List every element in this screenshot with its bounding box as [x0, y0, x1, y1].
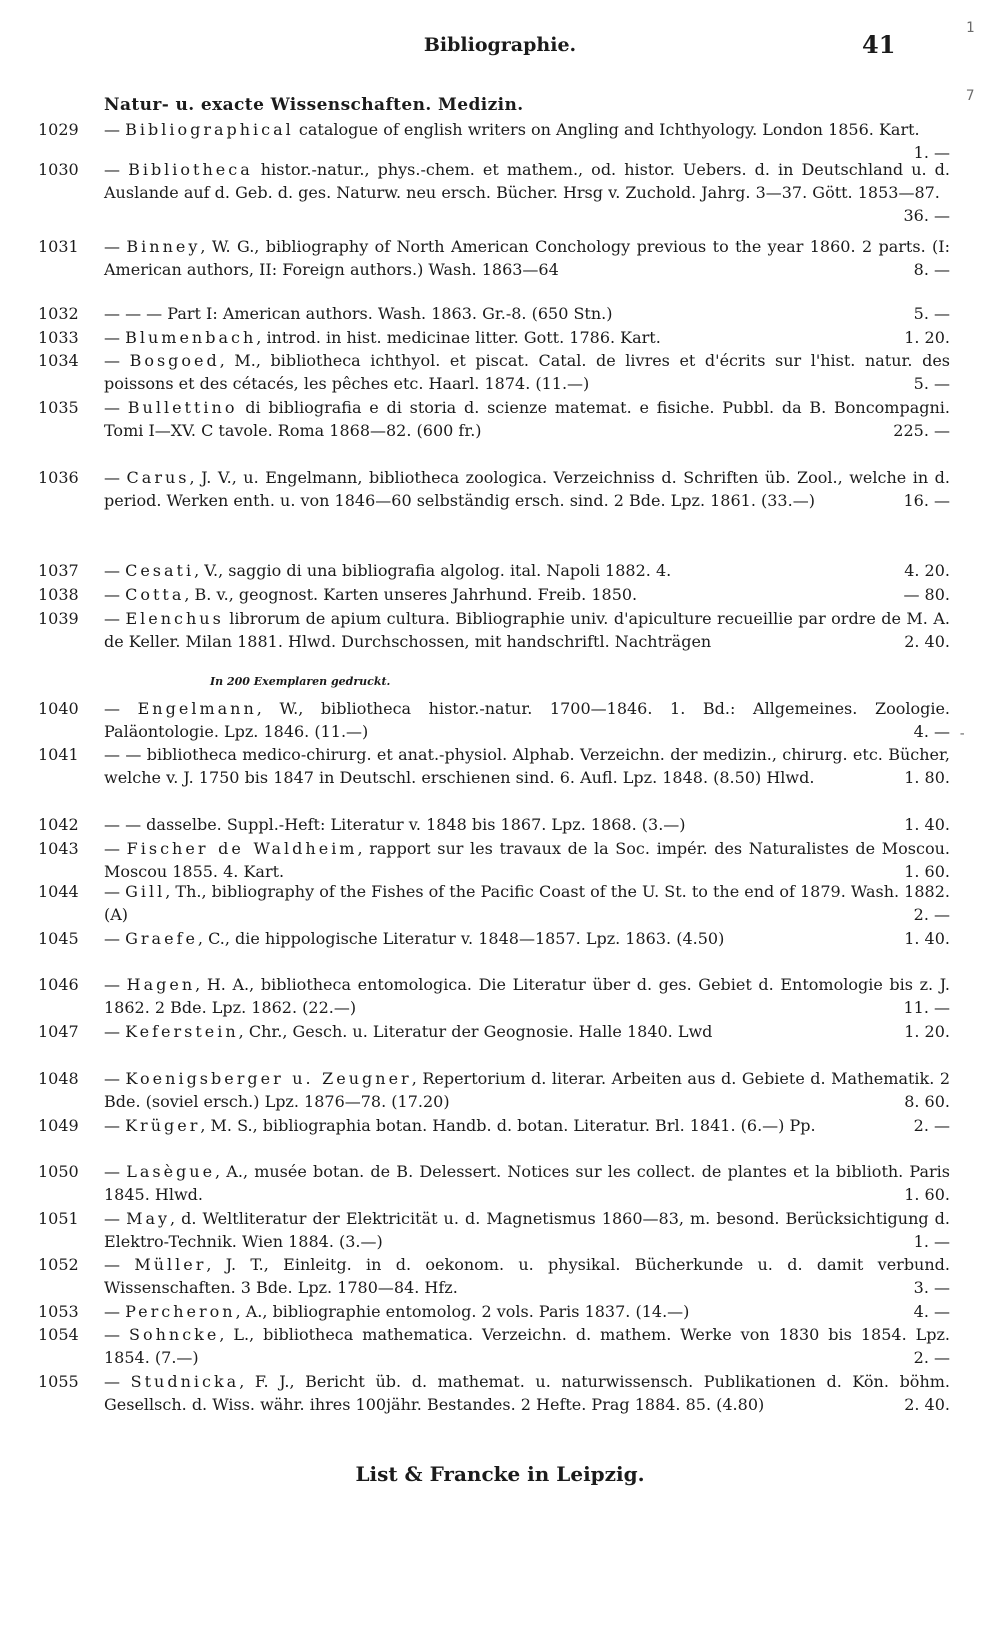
entry-text: [104, 813, 950, 836]
margin-mark: 7: [966, 88, 975, 104]
entry-price: 2. 40.: [904, 1395, 950, 1414]
entry-text: [104, 697, 950, 743]
entry-text: [104, 466, 950, 512]
entry-description: , F. J., Bericht üb. d. mathemat. u. naturwissensch. Publikationen d. Kön. böhm. Gesellsch. d. Wiss. währ. ihres 100jähr. Bestandes. 2 Hefte. Prag 1884. 85. (4.80): [104, 1372, 951, 1414]
entry-dash: — —: [104, 745, 147, 764]
entry-dash: —: [104, 237, 127, 256]
entry-dash: —: [104, 929, 126, 948]
entry-dash: —: [104, 561, 126, 580]
bibliography-entry: [38, 466, 958, 512]
print-run-note: In 200 Exemplaren gedruckt.: [210, 675, 391, 688]
entry-number: 1054: [38, 1325, 79, 1344]
entry-price: 8. —: [913, 260, 950, 279]
entry-number: 1040: [38, 699, 79, 718]
bibliography-entry: [38, 1207, 958, 1253]
bibliography-entry: [38, 1067, 958, 1113]
entry-author: Sohncke: [128, 1325, 220, 1344]
entry-text: [104, 973, 950, 1019]
entry-description: di bibliografia e di storia d. scienze matemat. e fisiche. Pubbl. da B. Boncompagni. Tomi I—XV. C tavole. Roma 1868—82. (600 fr.): [104, 398, 950, 440]
bibliography-entry: [38, 1370, 958, 1416]
entry-price: 4. —: [913, 722, 950, 741]
entry-price: 1. —: [913, 143, 950, 162]
entry-description: , M., bibliotheca ichthyol. et piscat. Catal. de livres et d'écrits sur l'hist. natur. des poissons et des cétacés, les pêches etc. Haarl. 1874. (11.—): [104, 351, 950, 393]
bibliography-entry: [38, 302, 958, 325]
entry-text: [104, 118, 950, 162]
entry-author: Engelmann: [137, 699, 257, 718]
entry-dash: —: [104, 351, 130, 370]
entry-number: 1046: [38, 975, 79, 994]
entry-author: Koenigsberger u. Zeugner: [125, 1069, 412, 1088]
entry-price: 1. 20.: [904, 328, 950, 347]
entry-price: 1. 40.: [904, 815, 950, 834]
entry-number: 1030: [38, 160, 79, 179]
entry-dash: —: [104, 585, 126, 604]
entry-dash: —: [104, 1325, 129, 1344]
bibliography-entry: [38, 743, 958, 789]
entry-description: histor.-natur., phys.-chem. et mathem., od. histor. Uebers. d. in Deutschland u. d. Auslande auf d. Geb. d. ges. Naturw. neu ersch. Bücher. Hrsg v. Zuchold. Jahrg. 3—37. Gött. 1853—87.: [104, 160, 950, 202]
entry-text: [104, 396, 950, 442]
entry-author: Gill: [125, 882, 166, 901]
entry-description: librorum de apium cultura. Bibliographie univ. d'apiculture recueillie par ordre de M. A. de Keller. Milan 1881. Hlwd. Durchschossen, mit handschriftl. Nachträgen: [104, 609, 950, 651]
entry-number: 1039: [38, 609, 79, 628]
entry-text: [104, 1160, 950, 1206]
entry-number: 1044: [38, 882, 79, 901]
entry-price: 2. —: [913, 1116, 950, 1135]
entry-description: , A., musée botan. de B. Delessert. Notices sur les collect. de plantes et la biblioth. Paris 1845. Hlwd.: [104, 1162, 950, 1204]
entry-number: 1033: [38, 328, 79, 347]
bibliography-entry: [38, 1253, 958, 1299]
publisher-footer: List & Francke in Leipzig.: [355, 1462, 645, 1486]
entry-price: 3. —: [913, 1278, 950, 1297]
entry-number: 1047: [38, 1022, 79, 1041]
entry-author: Graefe: [125, 929, 198, 948]
entry-number: 1048: [38, 1069, 79, 1088]
entry-author: Hagen: [126, 975, 196, 994]
entry-number: 1038: [38, 585, 79, 604]
entry-price: 1. 80.: [904, 768, 950, 787]
entry-price: 4. —: [913, 1302, 950, 1321]
entry-dash: —: [104, 839, 127, 858]
entry-dash: —: [104, 699, 138, 718]
entry-text: [104, 302, 950, 325]
bibliography-entry: [38, 813, 958, 836]
entry-text: [104, 880, 950, 926]
bibliography-entry: [38, 583, 958, 606]
bibliography-entry: [38, 158, 958, 227]
entry-author: Keferstein: [125, 1022, 239, 1041]
entry-dash: —: [104, 1372, 131, 1391]
margin-mark: -: [958, 726, 967, 742]
entry-author: Cesati: [125, 561, 195, 580]
entry-description: , W., bibliotheca histor.-natur. 1700—1846. 1. Bd.: Allgemeines. Zoologie. Paläontologie. Lpz. 1846. (11.—): [104, 699, 950, 741]
entry-text: [104, 1114, 950, 1137]
entry-dash: —: [104, 1022, 126, 1041]
entry-price: 2. —: [913, 905, 950, 924]
entry-text: [104, 1323, 950, 1369]
entry-price: 1. —: [913, 1232, 950, 1251]
bibliography-entry: [38, 1300, 958, 1323]
entry-dash: —: [104, 882, 126, 901]
entry-dash: —: [104, 1302, 126, 1321]
entry-price: — 80.: [903, 585, 950, 604]
bibliography-entry: [38, 349, 958, 395]
entry-author: Studnicka: [130, 1372, 240, 1391]
entry-description: , B. v., geognost. Karten unseres Jahrhund. Freib. 1850.: [184, 585, 638, 604]
entry-text: [104, 583, 950, 606]
bibliography-entry: [38, 1160, 958, 1206]
entry-text: [104, 158, 950, 225]
entry-price: 5. —: [913, 304, 950, 323]
entry-text: [104, 1020, 950, 1043]
entry-description: , L., bibliotheca mathematica. Verzeichn. d. mathem. Werke von 1830 bis 1854. Lpz. 1854. (7.—): [104, 1325, 951, 1367]
entry-number: 1053: [38, 1302, 79, 1321]
entry-number: 1041: [38, 745, 79, 764]
bibliography-entry: [38, 1114, 958, 1137]
entry-dash: — —: [104, 815, 147, 834]
entry-price: 16. —: [903, 491, 950, 510]
entry-description: , rapport sur les travaux de la Soc. impér. des Naturalistes de Moscou. Moscou 1855. 4. Kart.: [104, 839, 950, 881]
entry-description: , introd. in hist. medicinae litter. Gott. 1786. Kart.: [256, 328, 661, 347]
entry-price: 8. 60.: [904, 1092, 950, 1111]
entry-number: 1049: [38, 1116, 79, 1135]
bibliography-entry: [38, 326, 958, 349]
entry-number: 1035: [38, 398, 79, 417]
bibliography-entry: [38, 697, 958, 743]
entry-text: [104, 837, 950, 883]
entry-text: [104, 559, 950, 582]
entry-author: Fischer de Waldheim: [126, 839, 358, 858]
entry-dash: —: [104, 328, 126, 347]
entry-description: catalogue of english writers on Angling and Ichthyology. London 1856. Kart.: [293, 120, 920, 139]
entry-description: Part I: American authors. Wash. 1863. Gr.-8. (650 Stn.): [167, 304, 613, 323]
entry-text: [104, 349, 950, 395]
entry-description: , Repertorium d. literar. Arbeiten aus d. Gebiete d. Mathematik. 2 Bde. (soviel ersch.) Lpz. 1876—78. (17.20): [104, 1069, 951, 1111]
entry-description: bibliotheca medico-chirurg. et anat.-physiol. Alphab. Verzeichn. der medizin., chirurg. etc. Bücher, welche v. J. 1750 bis 1847 in Deutschl. erschienen sind. 6. Aufl. Lpz. 1848. (8.50) Hlwd.: [104, 745, 951, 787]
entry-dash: —: [104, 1116, 126, 1135]
entry-text: [104, 743, 950, 789]
entry-dash: —: [104, 1255, 135, 1274]
entry-price: 1. 40.: [904, 929, 950, 948]
page-number: 41: [862, 30, 896, 59]
running-header: Bibliographie.: [423, 34, 577, 56]
entry-price: 225. —: [893, 421, 950, 440]
entry-number: 1037: [38, 561, 79, 580]
entry-description: dasselbe. Suppl.-Heft: Literatur v. 1848 bis 1867. Lpz. 1868. (3.—): [146, 815, 686, 834]
margin-mark: 1: [966, 20, 975, 36]
entry-number: 1055: [38, 1372, 79, 1391]
entry-text: [104, 235, 950, 281]
entry-number: 1034: [38, 351, 79, 370]
entry-author: Lasègue: [126, 1162, 216, 1181]
entry-author: Bibliotheca: [128, 160, 253, 179]
entry-description: , A., bibliographie entomolog. 2 vols. Paris 1837. (14.—): [235, 1302, 690, 1321]
entry-number: 1042: [38, 815, 79, 834]
section-heading: Natur- u. exacte Wissenschaften. Medizin.: [104, 95, 524, 115]
entry-text: [104, 1300, 950, 1323]
entry-price: 1. 60.: [904, 862, 950, 881]
entry-price: 11. —: [903, 998, 950, 1017]
entry-text: [104, 927, 950, 950]
bibliography-entry: [38, 607, 958, 653]
entry-text: [104, 326, 950, 349]
entry-dash: —: [104, 609, 126, 628]
entry-description: , M. S., bibliographia botan. Handb. d. botan. Literatur. Brl. 1841. (6.—) Pp.: [200, 1116, 816, 1135]
entry-author: Blumenbach: [125, 328, 257, 347]
entry-dash: —: [104, 1069, 126, 1088]
entry-dash: —: [104, 1209, 127, 1228]
entry-description: , Th., bibliography of the Fishes of the Pacific Coast of the U. St. to the end of 1879. Wash. 1882. (A): [104, 882, 950, 924]
bibliography-entry: [38, 1323, 958, 1369]
entry-price: 2. 40.: [904, 632, 950, 651]
entry-author: Elenchus: [125, 609, 224, 628]
bibliography-entry: [38, 880, 958, 926]
entry-number: 1043: [38, 839, 79, 858]
bibliography-entry: [38, 235, 958, 281]
entry-author: Müller: [134, 1255, 207, 1274]
entry-number: 1050: [38, 1162, 79, 1181]
bibliography-entry: [38, 1020, 958, 1043]
entry-dash: —: [104, 120, 126, 139]
entry-price: 2. —: [913, 1348, 950, 1367]
bibliography-entry: [38, 837, 958, 883]
entry-description: , V., saggio di una bibliografia algolog. ital. Napoli 1882. 4.: [194, 561, 672, 580]
bibliography-entry: [38, 973, 958, 1019]
entry-dash: —: [104, 1162, 127, 1181]
entry-dash: — — —: [104, 304, 168, 323]
entry-description: , C., die hippologische Literatur v. 1848—1857. Lpz. 1863. (4.50): [197, 929, 725, 948]
entry-text: [104, 1207, 950, 1253]
entry-text: [104, 1067, 950, 1113]
entry-description: , J. V., u. Engelmann, bibliotheca zoologica. Verzeichniss d. Schriften üb. Zool., welche in d. period. Werken enth. u. von 1846—60 selbständig ersch. sind. 2 Bde. Lpz. 1861. (33.—): [104, 468, 950, 510]
entry-price: 1. 20.: [904, 1022, 950, 1041]
entry-number: 1045: [38, 929, 79, 948]
entry-price: 5. —: [913, 374, 950, 393]
entry-description: , Chr., Gesch. u. Literatur der Geognosie. Halle 1840. Lwd: [238, 1022, 713, 1041]
bibliography-entry: [38, 396, 958, 442]
entry-author: Cotta: [125, 585, 185, 604]
entry-dash: —: [104, 468, 127, 487]
entry-number: 1051: [38, 1209, 79, 1228]
entry-price: 36. —: [903, 206, 950, 225]
entry-number: 1036: [38, 468, 79, 487]
entry-dash: —: [104, 398, 128, 417]
entry-text: [104, 607, 950, 653]
bibliography-entry: [38, 559, 958, 582]
bibliography-entry: [38, 927, 958, 950]
entry-text: [104, 1370, 950, 1416]
entry-number: 1029: [38, 120, 79, 139]
entry-author: Percheron: [125, 1302, 236, 1321]
entry-description: , W. G., bibliography of North American Conchology previous to the year 1860. 2 parts. (I: American authors, II: Foreign authors.) Wash. 1863—64: [104, 237, 950, 279]
entry-description: , H. A., bibliotheca entomologica. Die Literatur über d. ges. Gebiet d. Entomologie bis z. J. 1862. 2 Bde. Lpz. 1862. (22.—): [104, 975, 950, 1017]
entry-author: Krüger: [125, 1116, 201, 1135]
entry-author: Binney: [126, 237, 201, 256]
entry-description: , d. Weltliteratur der Elektricität u. d. Magnetismus 1860—83, m. besond. Berücksichtigung d. Elektro-Technik. Wien 1884. (3.—): [104, 1209, 951, 1251]
entry-price: 4. 20.: [904, 561, 950, 580]
entry-author: Bullettino: [127, 398, 238, 417]
entry-number: 1052: [38, 1255, 79, 1274]
entry-dash: —: [104, 975, 127, 994]
entry-author: Bosgoed: [129, 351, 220, 370]
entry-author: Bibliographical: [125, 120, 294, 139]
entry-author: Carus: [126, 468, 190, 487]
entry-number: 1031: [38, 237, 79, 256]
entry-number: 1032: [38, 304, 79, 323]
entry-description: , J. T., Einleitg. in d. oekonom. u. physikal. Bücherkunde u. d. damit verbund. Wissenschaften. 3 Bde. Lpz. 1780—84. Hfz.: [104, 1255, 950, 1297]
entry-dash: —: [104, 160, 129, 179]
entry-text: [104, 1253, 950, 1299]
entry-price: 1. 60.: [904, 1185, 950, 1204]
entry-author: May: [126, 1209, 171, 1228]
